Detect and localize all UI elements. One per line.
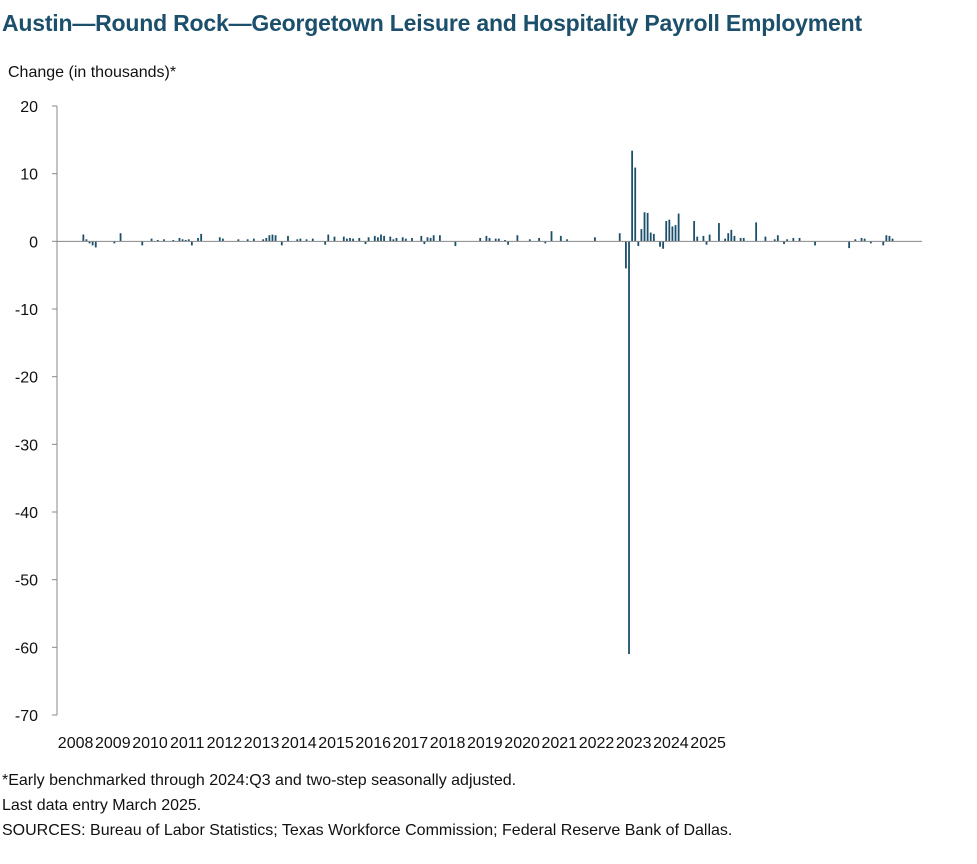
bar — [631, 151, 633, 242]
bar — [814, 241, 816, 245]
bar — [179, 238, 181, 241]
bar — [439, 235, 441, 241]
bar — [219, 237, 221, 241]
bar — [672, 226, 674, 241]
bar — [82, 235, 84, 242]
bar — [433, 235, 435, 241]
bar — [743, 238, 745, 241]
bar — [486, 236, 488, 241]
y-tick-label: -60 — [14, 640, 38, 658]
x-tick-label: 2017 — [392, 735, 429, 752]
bar — [427, 237, 429, 241]
bar — [489, 238, 491, 241]
bar — [634, 168, 636, 242]
bar — [730, 230, 732, 242]
bar — [668, 220, 670, 242]
x-tick-label: 2014 — [281, 735, 317, 752]
x-tick-label: 2023 — [615, 735, 652, 752]
bar — [324, 241, 326, 244]
bar — [411, 238, 413, 241]
x-tick-label: 2018 — [429, 735, 466, 752]
bar — [885, 235, 887, 241]
bar — [380, 235, 382, 242]
y-tick-label: -20 — [14, 369, 38, 387]
bar — [275, 235, 277, 241]
bar — [641, 229, 643, 241]
bar-series — [82, 151, 893, 654]
bar — [327, 235, 329, 242]
x-tick-label: 2021 — [541, 735, 578, 752]
x-tick-label: 2020 — [504, 735, 540, 752]
bar — [197, 238, 199, 241]
chart-notes — [2, 768, 732, 843]
bar — [479, 238, 481, 241]
x-tick-label: 2009 — [95, 735, 131, 752]
bar — [538, 238, 540, 241]
y-axis-ticks — [15, 99, 57, 725]
x-tick-label: 2019 — [467, 735, 503, 752]
bar — [696, 237, 698, 242]
bar — [675, 225, 677, 241]
y-tick-label: -30 — [14, 437, 38, 455]
bar — [402, 237, 404, 241]
bar — [281, 241, 283, 245]
bar — [272, 235, 274, 242]
note-last-entry: Last data entry March 2025. — [2, 797, 202, 814]
bar — [625, 241, 627, 268]
bar — [650, 233, 652, 242]
bar — [755, 222, 757, 241]
bar — [517, 235, 519, 241]
bar — [703, 236, 705, 241]
bar — [644, 212, 646, 241]
x-axis-ticks — [58, 735, 726, 752]
bar — [358, 238, 360, 241]
y-tick-label: -70 — [14, 708, 38, 725]
bar — [420, 236, 422, 241]
bar — [594, 237, 596, 241]
bar — [560, 236, 562, 241]
bar — [647, 213, 649, 241]
bar — [268, 235, 270, 241]
bar — [368, 237, 370, 241]
bar — [265, 238, 267, 241]
x-tick-label: 2010 — [132, 735, 168, 752]
bar — [430, 238, 432, 241]
bar — [191, 241, 193, 245]
bar — [551, 231, 553, 241]
bar — [727, 233, 729, 241]
x-tick-label: 2025 — [690, 735, 726, 752]
bar — [665, 221, 667, 241]
bar — [120, 233, 122, 241]
bar — [706, 241, 708, 244]
x-tick-label: 2008 — [57, 735, 94, 752]
bar — [455, 241, 457, 246]
bar — [777, 235, 779, 241]
bar — [628, 241, 630, 654]
bar — [141, 241, 143, 245]
bar — [734, 236, 736, 241]
bar — [343, 237, 345, 242]
x-tick-label: 2013 — [243, 735, 280, 752]
y-axis-label: Change (in thousands)* — [8, 64, 177, 81]
bar — [799, 238, 801, 241]
bar — [792, 238, 794, 241]
bar — [507, 241, 509, 244]
bar — [709, 235, 711, 242]
bar — [377, 237, 379, 241]
x-tick-label: 2011 — [169, 735, 205, 752]
bar — [718, 223, 720, 241]
y-tick-label: -40 — [14, 505, 38, 522]
bar — [396, 238, 398, 241]
bar — [848, 241, 850, 248]
bar — [374, 236, 376, 241]
bar — [637, 241, 639, 246]
note-sources: SOURCES: Bureau of Labor Statistics; Texas Workforce Commission; Federal Reserve Bank of Dallas. — [2, 822, 733, 839]
y-tick-label: 20 — [20, 99, 38, 116]
bar — [740, 238, 742, 241]
bar — [653, 234, 655, 241]
bar — [693, 221, 695, 241]
bar — [765, 237, 767, 242]
y-tick-label: -10 — [14, 302, 38, 319]
bar — [334, 237, 336, 242]
bar — [619, 233, 621, 241]
bar — [349, 238, 351, 241]
bar — [92, 241, 94, 245]
bar — [389, 237, 391, 242]
bar — [882, 241, 884, 245]
x-tick-label: 2024 — [653, 735, 689, 752]
bar — [95, 241, 97, 247]
bar — [659, 241, 661, 246]
bar — [287, 236, 289, 241]
x-tick-label: 2022 — [578, 735, 615, 752]
chart-title: Austin—Round Rock—Georgetown Leisure and Hospitality Payroll Employment — [2, 10, 862, 36]
y-tick-label: -50 — [14, 572, 38, 590]
bar — [383, 236, 385, 241]
y-tick-label: 0 — [29, 234, 38, 252]
y-tick-label: 10 — [20, 166, 38, 184]
bar — [200, 234, 202, 241]
note-benchmark: *Early benchmarked through 2024:Q3 and two-step seasonally adjusted. — [2, 772, 517, 789]
bar — [861, 238, 863, 241]
bar — [678, 214, 680, 242]
bar — [889, 236, 891, 241]
x-tick-label: 2012 — [206, 735, 243, 752]
bar — [662, 241, 664, 248]
x-tick-label: 2016 — [355, 735, 391, 752]
x-tick-label: 2015 — [318, 735, 354, 752]
